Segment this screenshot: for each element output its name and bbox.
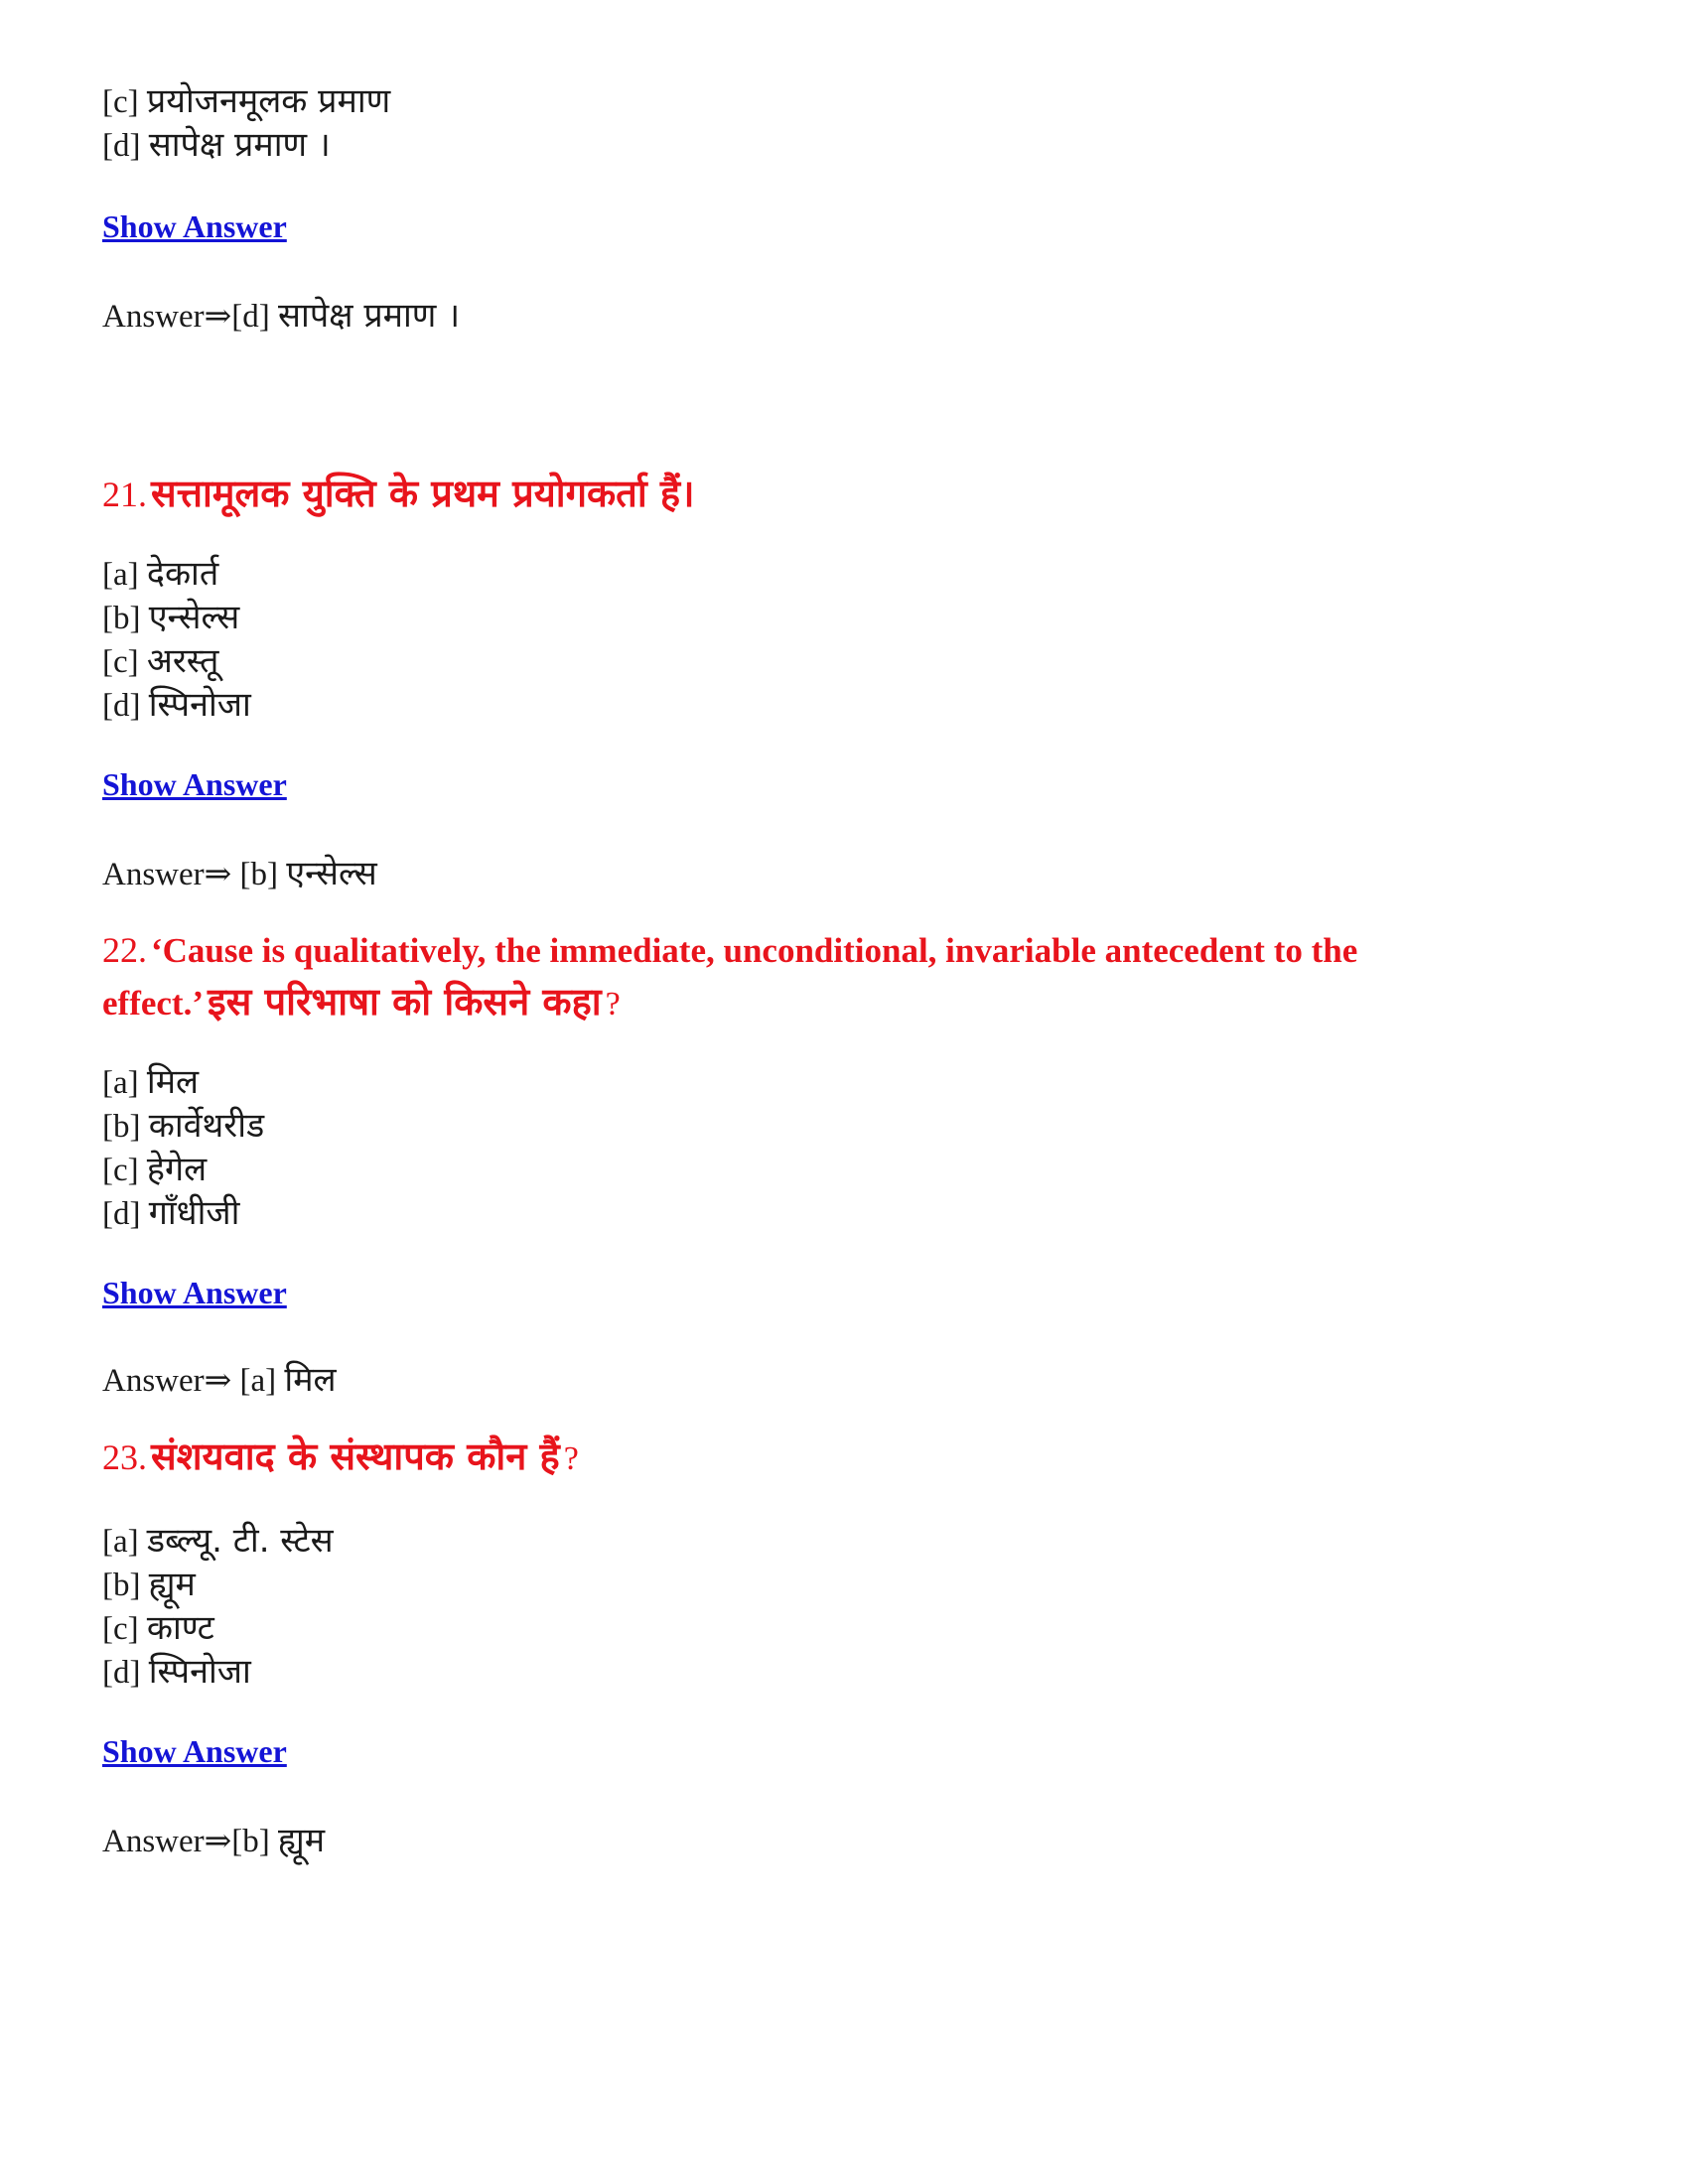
option-key: [b] [102,1568,141,1603]
option-key: [a] [102,1524,139,1560]
option-text: सापेक्ष प्रमाण । [148,125,331,165]
q22-option-c [102,1148,207,1192]
question-mark: ? [563,1440,579,1477]
q20-answer [102,294,460,339]
option-text: डब्ल्यू. टी. स्टेस [146,1521,334,1561]
option-text: स्पिनोजा [148,685,251,725]
q22-question-line2 [102,975,621,1026]
question-text-hindi: इस परिभाषा को किसने कहा [207,980,602,1024]
q23-option-d [102,1650,251,1695]
q21-option-c [102,639,218,684]
q22-answer [102,1358,337,1403]
q21-question [102,467,695,518]
q23-question [102,1430,579,1481]
q21-option-b [102,596,239,640]
q22-option-d [102,1191,239,1236]
q21-option-d [102,683,251,728]
option-text: काण्ट [146,1608,214,1648]
option-key: [c] [102,1153,139,1188]
option-key: [b] [102,1109,141,1145]
question-number: 21. [102,475,147,514]
q23-option-c [102,1606,214,1651]
q20-show-answer-link[interactable]: Show Answer [102,208,287,244]
q22-question-line1 [102,929,1357,971]
q23-show-answer-link[interactable]: Show Answer [102,1733,287,1769]
q20-option-c [102,79,390,124]
answer-text: ह्यूम [278,1821,326,1860]
option-key: [c] [102,1611,139,1647]
option-key: [a] [102,1065,139,1101]
question-mark: ? [605,986,621,1023]
document-page [102,0,1592,2184]
option-key: [b] [102,601,141,636]
option-text: कार्वेथरीड [148,1106,265,1146]
q23-option-a [102,1519,334,1564]
q21-answer [102,852,377,896]
option-text: स्पिनोजा [148,1652,251,1692]
answer-prefix: Answer⇒ [a] [102,1363,277,1399]
q23-answer [102,1819,325,1863]
q21-option-a [102,552,218,597]
q23-option-b [102,1563,196,1607]
question-text-english: ‘Cause is qualitatively, the immediate, unconditional, invariable antecedent to the [151,931,1358,970]
option-key: [d] [102,128,141,164]
option-text: प्रयोजनमूलक प्रमाण [146,81,391,121]
question-text: संशयवाद के संस्थापक कौन हैं [151,1434,560,1478]
q20-option-d [102,123,331,168]
option-key: [d] [102,1655,141,1691]
option-key: [d] [102,688,141,724]
answer-text: मिल [284,1360,337,1400]
option-text: देकार्त [146,554,219,594]
q22-option-b [102,1104,264,1149]
q22-show-answer-link[interactable]: Show Answer [102,1275,287,1310]
question-text-english-end: effect.’ [102,984,204,1023]
option-text: एन्सेल्स [148,598,240,637]
question-number: 22. [102,930,147,970]
question-text: सत्तामूलक युक्ति के प्रथम प्रयोगकर्ता हैं। [151,472,695,515]
question-number: 23. [102,1437,147,1477]
option-key: [a] [102,557,139,593]
answer-text: सापेक्ष प्रमाण । [278,296,461,336]
answer-prefix: Answer⇒ [b] [102,857,279,892]
option-text: मिल [146,1062,200,1102]
q21-show-answer-link[interactable]: Show Answer [102,766,287,802]
option-key: [c] [102,84,139,120]
answer-prefix: Answer⇒[b] [102,1824,270,1859]
option-text: गाँधीजी [148,1193,240,1233]
option-text: अरस्तू [146,641,219,681]
option-key: [d] [102,1196,141,1232]
q22-option-a [102,1060,199,1105]
option-text: ह्यूम [148,1565,196,1604]
option-text: हेगेल [146,1150,208,1189]
answer-prefix: Answer⇒[d] [102,299,270,335]
option-key: [c] [102,644,139,680]
answer-text: एन्सेल्स [286,854,377,893]
